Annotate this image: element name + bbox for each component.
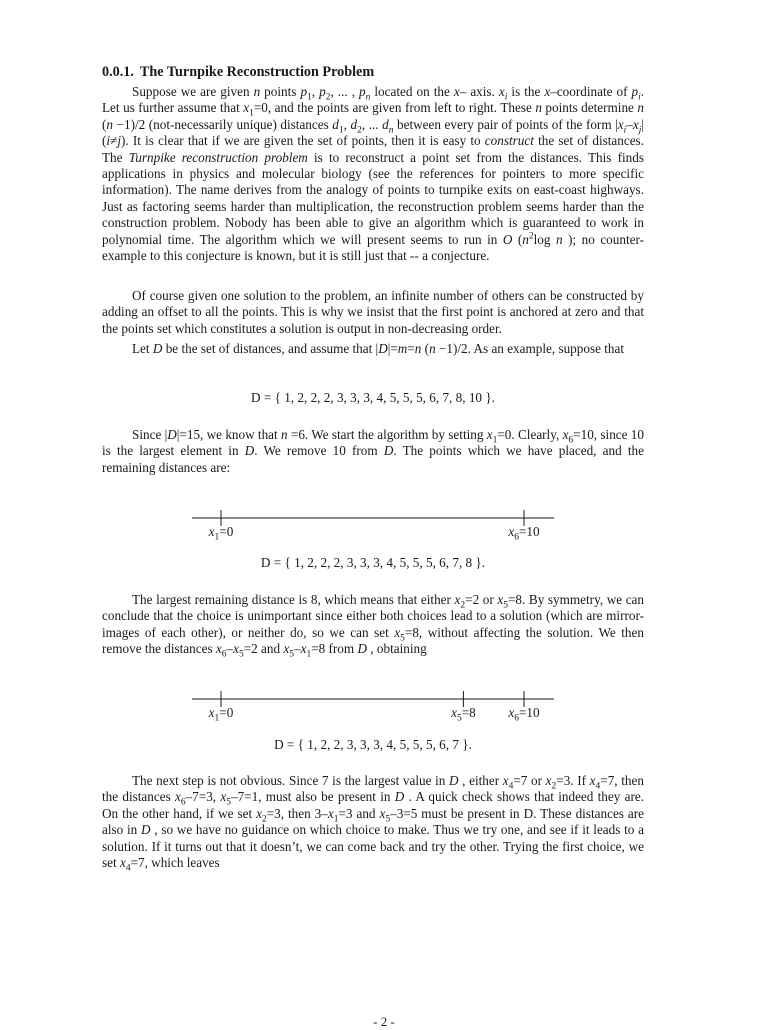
section-heading <box>102 64 662 80</box>
point-label: $x_5=8$ <box>451 705 476 724</box>
paragraph-offset: Of course given one solution to the problem, an infinite number of others can be constructed by adding an offset to all the points. This is why we insist that the first point is anchored at zero and that the points set which constitutes a solution is output in non-decreasing order. <box>102 288 644 336</box>
distance-set-after-8: D = { 1, 2, 2, 3, 3, 3, 4, 5, 5, 5, 6, 7 }. <box>274 737 472 752</box>
point-label: $x_1=0$ <box>208 705 234 724</box>
page-number: - 2 - <box>373 1014 395 1029</box>
paragraph-definition: Let D be the set of distances, and assume that |D|=m=n (n −1)/2. As an example, suppose that <box>132 341 625 356</box>
paragraph-intro: Suppose we are given n points $p_1$, $p_2$, ... , $p_n$ located on the x– axis. $x_i$ is the x–coordinate of $p_i$. Let us further assume that $x_1=0$, and the points are given from left to right. These n points determine n (n −1)/2 (not-necessarily unique) distances $d_1$, $d_2$, ... $d_n$ between every pair of points of the form $|x_i-x_j|$ (i≠j). It is clear that if we are given the set of points, then it is easy to construct the set of distances. The Turnpike reconstruction problem is to reconstruct a point set from the distances. This finds applications in physics and molecular biology (see the references for pointers to more specific information). The name derives from the analogy of points to turnpike exits on east-coast highways. Just as factoring seems harder than multiplication, the reconstruction problem seems harder than the construction problem. Nobody has been able to give an algorithm which is guaranteed to work in polynomial time. The algorithm which we will present seems to run in O ($n^2\log$ n ); no counter-example to this conjecture is known, but it is still just that -- a conjecture. <box>102 84 645 264</box>
point-label: $x_6=10$ <box>508 705 540 724</box>
paragraph-start: Since |D|=15, we know that n =6. We start the algorithm by setting $x_1=0$. Clearly, $x_6=10$, since 10 is the largest element in D. We remove 10 from D. The points which we have placed, and the remaining distances are: <box>102 427 644 475</box>
paragraph-largest-8: The largest remaining distance is 8, which means that either $x_2=2$ or $x_5=8$. By symmetry, we can conclude that the choice is unimportant since either both choices lead to a solution (which are mirror-images of each other), or neither do, so we can set $x_5=8$, without affecting the solution. We then remove the distances $x_6-x_5=2$ and $x_5-x_1=8$ from D , obtaining <box>102 592 644 660</box>
point-label: $x_6=10$ <box>508 524 540 543</box>
paragraph-next-step: The next step is not obvious. Since 7 is the largest value in D , either $x_4=7$ or $x_2=3$. If $x_4=7$, then the distances $x_6-7=3$, $x_5-7=1$, must also be present in D . A quick check shows that indeed they are. On the other hand, if we set $x_2=3$, then $3-x_1=3$ and $x_5-3=5$ must be present in D. These distances are also in D , so we have no guidance on which choice to make. Thus we try one, and see if it leads to a solution. If it turns out that it doesn’t, we can come back and try the other. Trying the first choice, we set $x_4=7$, which leaves <box>102 773 644 874</box>
point-label: $x_1=0$ <box>208 524 234 543</box>
section-title: The Turnpike Reconstruction Problem <box>139 64 375 80</box>
distance-set-initial: D = { 1, 2, 2, 2, 3, 3, 3, 4, 5, 5, 5, 6, 7, 8, 10 }. <box>251 390 495 405</box>
section-number: 0.0.1. <box>102 64 134 80</box>
distance-set-after-10: D = { 1, 2, 2, 2, 3, 3, 3, 4, 5, 5, 5, 6, 7, 8 }. <box>260 555 486 570</box>
